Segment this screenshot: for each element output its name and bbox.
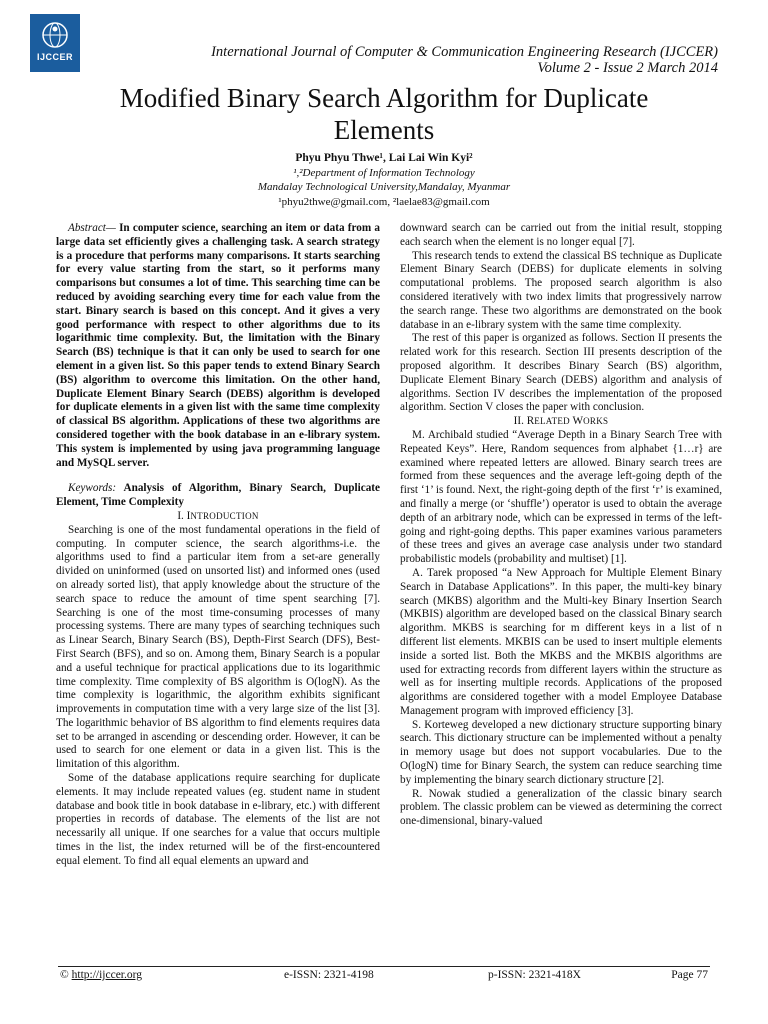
author-university: Mandalay Technological University,Mandalay, Myanmar xyxy=(257,181,511,193)
right-column xyxy=(400,222,722,829)
author-names: Phyu Phyu Thwe¹, Lai Lai Win Kyi² xyxy=(295,152,473,164)
related-work-paragraph: S. Korteweg developed a new dictionary structure supporting binary search. This dictionary structure can be implemented without a penalty in memory usage but does not support vocabularies. Due to the O(logN) time for Binary Search, the system can reduce searching time by implementing the binary search dictionary structure [2]. xyxy=(400,718,722,786)
section-heading-introduction: I. INTRODUCTION xyxy=(177,509,259,522)
abstract-text: In computer science, searching an item or data from a large data set efficiently gives a challenging task. A search strategy is a procedure that performs many comparisons. It starts searching for every value starting from the start, so it performs many comparisons but consumes a lot of time. This searching time can be reduced by avoiding searching every time for each value from the start. Binary search is based on this concept. And it gives a very good performance with respect to other algorithms due to its logarithmic time complexity. But, the limitation with the Binary Search (BS) technique is that it can only be used to search for one element in a given list. So this paper tends to extend Binary Search (BS) algorithm to overcome this limitation. On the other hand, Duplicate Element Binary Search (DEBS) algorithm is developed for duplicate elements in a given list with the same time complexity of classical BS algorithm. Applications of these two algorithms are considered together with the book database in an e-library system. This system is implemented by using java programming language and MySQL server. xyxy=(56,222,380,469)
author-department: ¹,²Department of Information Technology xyxy=(293,167,475,179)
intro-paragraph: Some of the database applications require searching for duplicate elements. It may include repeated values (eg. student name in student database and book title in book database in e-library, etc.) with different properties in records of database. The elements of the list are not necessarily all unique. If one searches for a value that occurs multiple times in the list, the index returned will be of the first-encountered equal element. To find all equal elements an upward and xyxy=(56,772,380,867)
footer-pissn: p-ISSN: 2321-418X xyxy=(488,969,581,981)
journal-volume: Volume 2 - Issue 2 March 2014 xyxy=(537,60,718,76)
abstract xyxy=(56,222,380,510)
body-paragraph: downward search can be carried out from the initial result, stopping each search when the element is no longer equal [7]. xyxy=(400,222,722,248)
title-line-1: Modified Binary Search Algorithm for Duplicate xyxy=(119,83,649,113)
body-paragraph: The rest of this paper is organized as follows. Section II presents the related work for this research. Section III presents description of the proposed algorithm. It describes Binary Search (BS) algorithm, Duplicate Element Binary Search (DEBS) algorithm and analysis of algorithms. Section IV describes the implementation of the proposed algorithm. Section V closes the paper with conclusion. xyxy=(400,332,722,414)
intro-paragraph: Searching is one of the most fundamental operations in the field of computing. In computer science, the search algorithms-i.e. the algorithms used to find a particular item from a set-are generally divided on uninformed (used on unsorted list) and informed ones (used on already sorted list), that apply knowledge about the structure of the search space to reduce the amount of time spent searching [7]. Searching is one of the most time-consuming processes of many processing systems. There are many types of searching techniques such as Linear Search, Binary Search (BS), Depth-First Search (DFS), Best-First Search (BFS), and so on. Among them, Binary Search is a popular and a useful technique for practical applications due to its logarithmic time complexity. Time complexity of BS algorithm is O(logN). As the time complexity is logarithmic, the algorithm exhibits significant improvements in computation time with a very large size of the list [3]. The logarithmic behavior of BS algorithm to find elements requires data set to be arranged in ascending or descending order. However, it can be used to search for one element or data in a given list. This is the limitation of this algorithm. xyxy=(56,523,380,771)
journal-logo xyxy=(30,14,80,72)
journal-link[interactable]: http://ijccer.org xyxy=(71,969,142,981)
journal-header xyxy=(211,44,718,76)
footer-eissn: e-ISSN: 2321-4198 xyxy=(284,969,374,981)
footer-copyright: © http://ijccer.org xyxy=(60,969,142,981)
section-heading-related-works: II. RELATED WORKS xyxy=(513,415,609,428)
logo-text: IJCCER xyxy=(36,52,73,62)
globe-people-icon xyxy=(40,20,70,50)
related-work-paragraph: R. Nowak studied a generalization of the classic binary search problem. The classic problem can be viewed as determining the correct one-dimensional, binary-valued xyxy=(400,787,722,828)
page-number: Page 77 xyxy=(671,969,708,981)
left-column xyxy=(56,222,380,869)
related-work-paragraph: A. Tarek proposed “a New Approach for Multiple Element Binary Search in Database Applications”. In this paper, the multi-key binary search (MKBS) algorithm and the Multi-key Binary Insertion Search (MKBIS) algorithm are developed based on the classical Binary search algorithm. MKBS is searching for m different keys in a list of n different list elements. MKBIS can be used to insert multiple elements inside a sorted list. Both the MKBS and the MKBIS algorithms are used for extracting records from different layers within the structure as well as for inserting multiple records. Applications of the proposed algorithms are considered together with a model Employee Database Management program with improved efficiency [3]. xyxy=(400,566,722,717)
keywords-text: Analysis of Algorithm, Binary Search, Duplicate Element, Time Complexity xyxy=(56,482,380,509)
body-paragraph: This research tends to extend the classical BS technique as Duplicate Element Binary Search (DEBS) for duplicate elements in solving computational problems. The proposed search algorithm is also considered iteratively with two index limits that progressively narrow the search range. These two algorithms are demonstrated on the book database in an e-library system with the same time complexity. xyxy=(400,249,722,331)
related-work-paragraph: M. Archibald studied “Average Depth in a Binary Search Tree with Repeated Keys”. Here, Random sequences from alphabet {1…r} are examined where repeated letters are allowed. Binary search trees are formed from these sequences and the average left-going depth of the first ‘1’ is found. Next, the right-going depth of the first ‘r’ is examined, and finally a merge (or ‘shuffle’) operator is used to obtain the average depth of an arbitrary node, which can be expressed in terms of the left-going and right-going depths. This paper examines various parameters of these trees and gives an average case analysis under two standard probabilistic models (probability and multiset) [1]. xyxy=(400,428,722,566)
abstract-lead: Abstract— xyxy=(68,222,116,234)
keywords-lead: Keywords: xyxy=(68,482,117,495)
journal-name: International Journal of Computer & Communication Engineering Research (IJCCER) xyxy=(211,44,718,60)
page-footer xyxy=(58,966,710,981)
title-line-2: Elements xyxy=(333,115,435,145)
paper-title xyxy=(60,82,708,146)
author-emails: ¹phyu2thwe@gmail.com, ²laelae83@gmail.com xyxy=(278,196,490,208)
